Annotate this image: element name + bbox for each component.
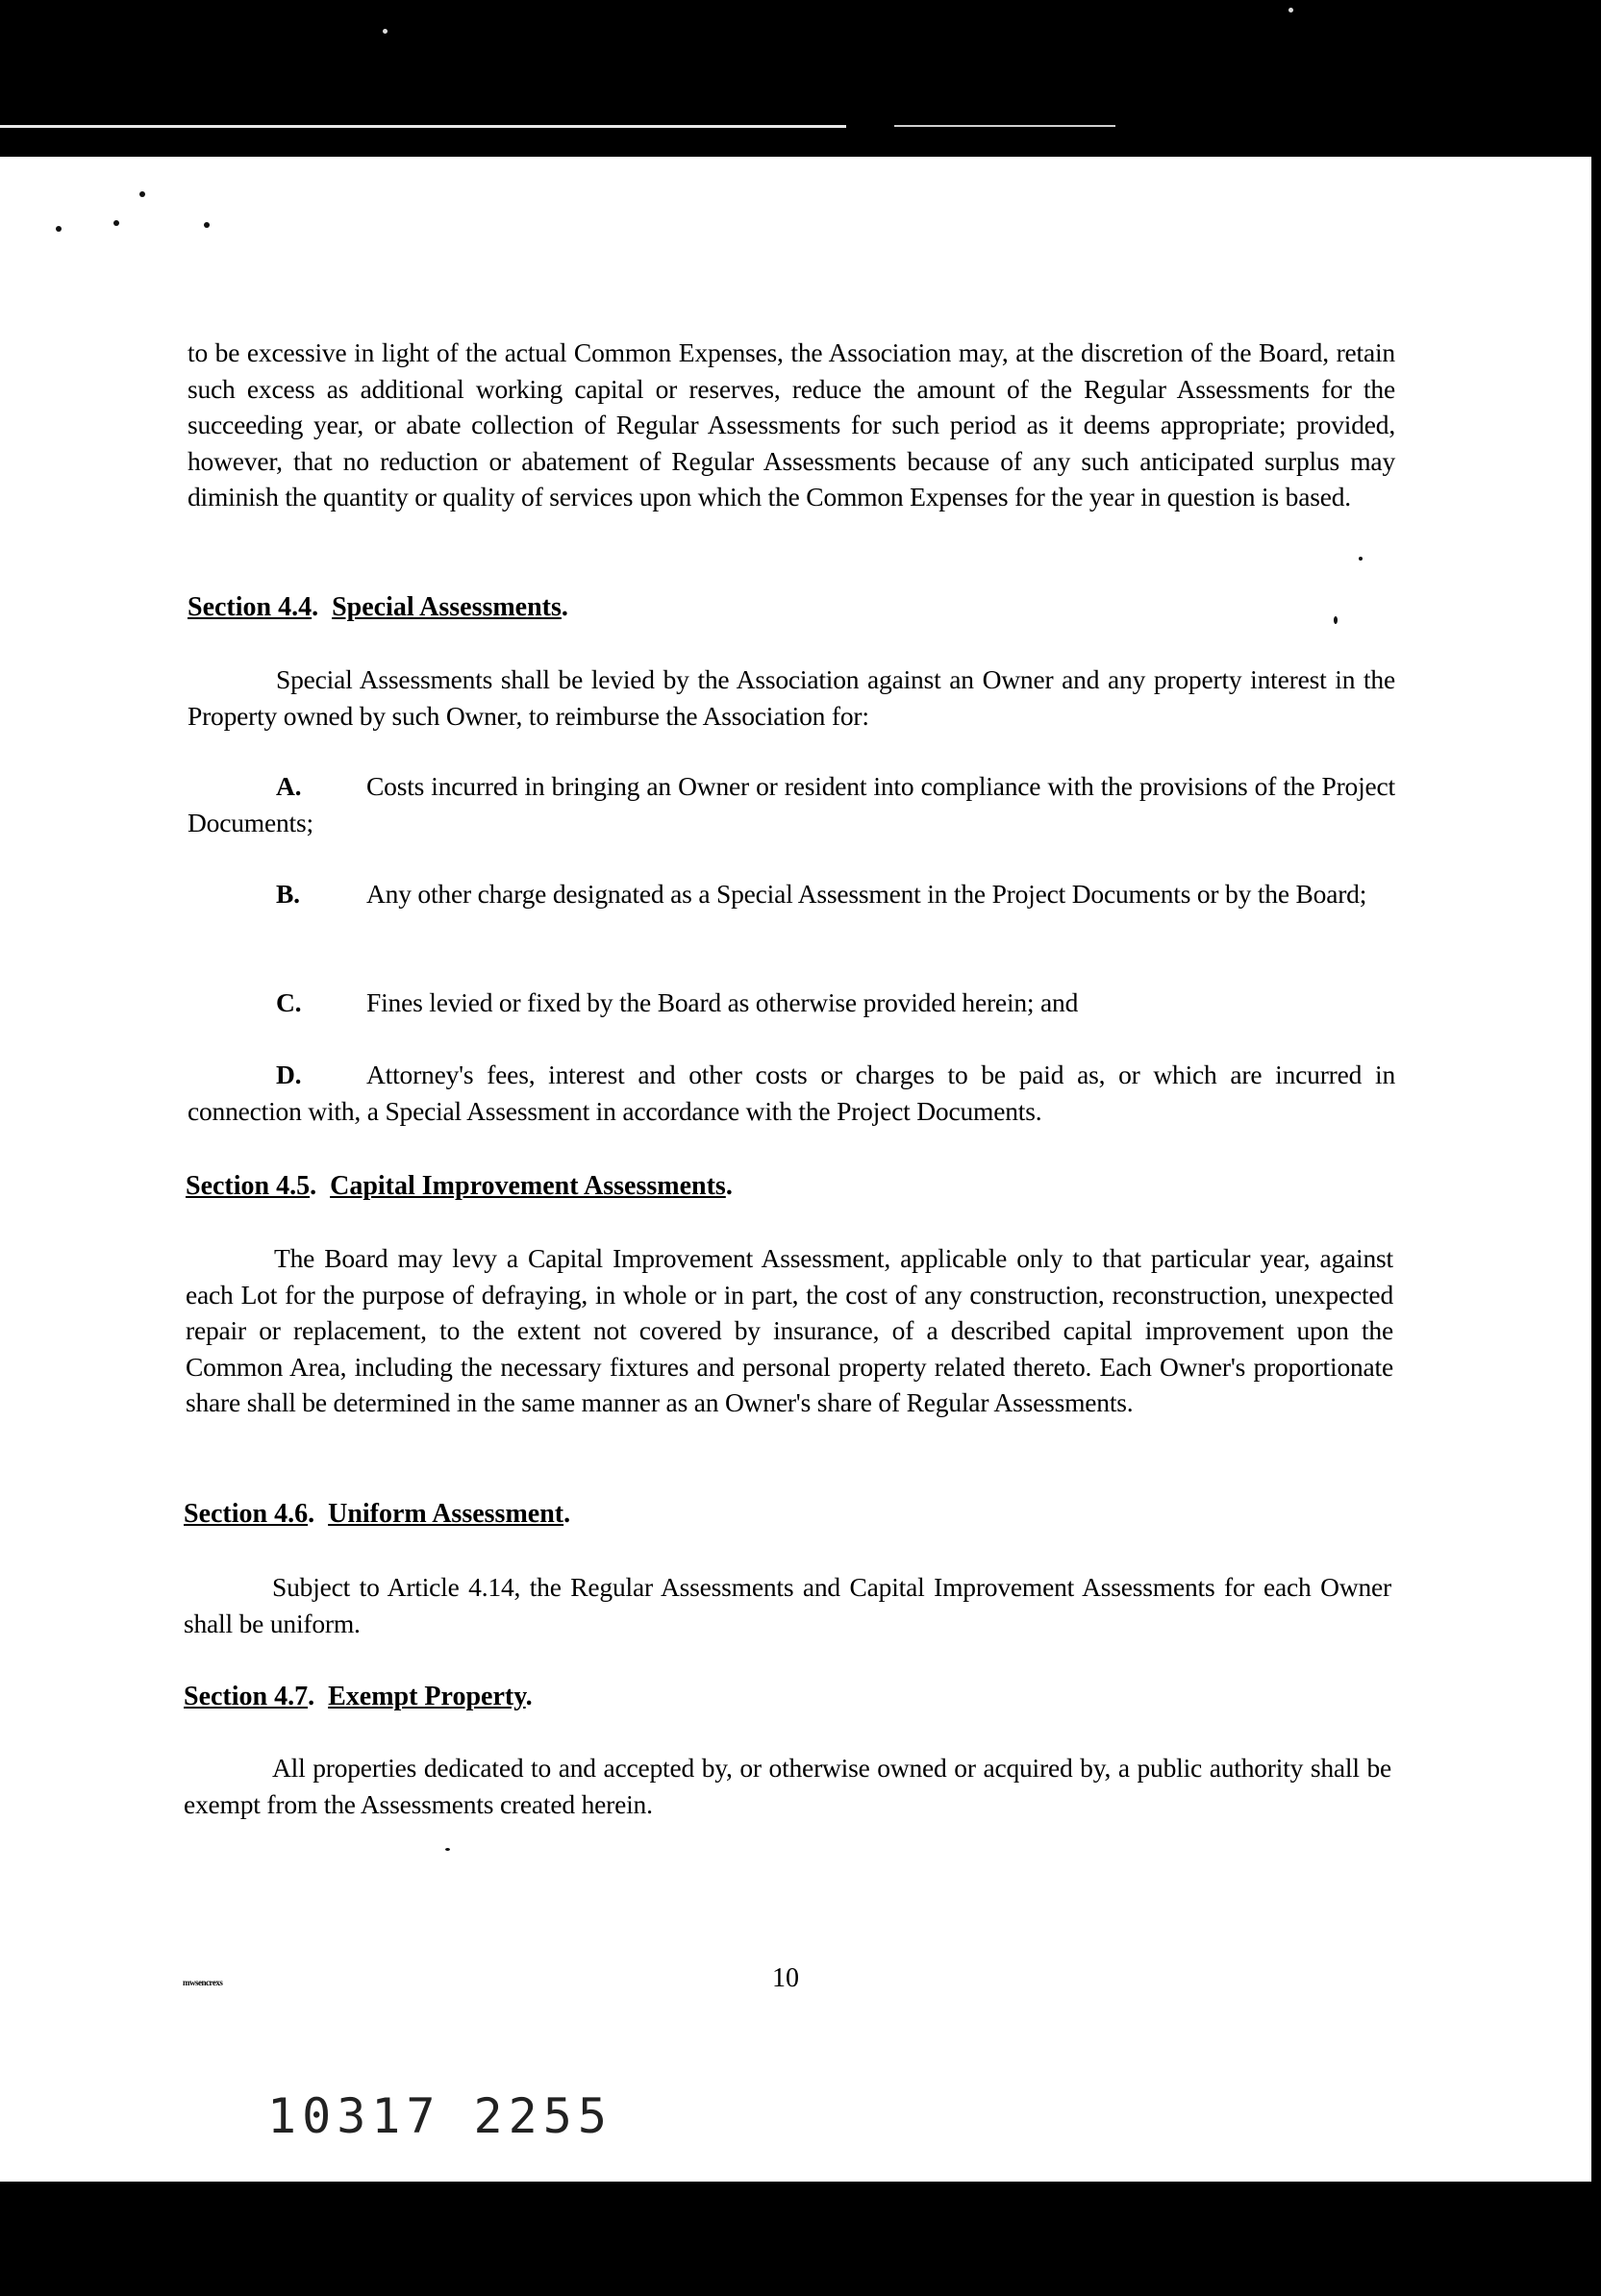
item-text: Any other charge designated as a Special Assessment in the Project Documents or by the Board; xyxy=(366,879,1367,909)
section-title: Capital Improvement Assessments xyxy=(330,1171,726,1201)
section-4-7-body xyxy=(184,1750,1391,1822)
scan-speck xyxy=(1288,8,1293,12)
item-text: Attorney's fees, interest and other costs or charges to be paid as, or which are incurred in connection with, a Special Assessment in accordance with the Project Documents. xyxy=(188,1060,1395,1126)
scan-speck xyxy=(204,222,210,228)
scan-edge-line-2 xyxy=(894,125,1115,127)
item-letter: A. xyxy=(276,771,302,801)
section-4-4-heading: Section 4.4. Special Assessments. xyxy=(188,592,568,622)
item-letter: D. xyxy=(276,1060,302,1089)
section-title: Exempt Property xyxy=(328,1682,526,1711)
list-item-c xyxy=(188,985,1395,1021)
scan-speck xyxy=(1359,557,1363,561)
stamp-book: 10317 xyxy=(267,2088,441,2144)
section-number: Section 4.4 xyxy=(188,592,313,622)
section-number: Section 4.6 xyxy=(184,1499,309,1529)
stamp-page: 2255 xyxy=(473,2088,613,2144)
recording-stamp xyxy=(267,2088,613,2144)
item-text: Fines levied or fixed by the Board as otherwise provided herein; and xyxy=(366,987,1079,1017)
section-4-6-heading: Section 4.6. Uniform Assessment. xyxy=(184,1499,571,1529)
section-4-6-body xyxy=(184,1569,1391,1641)
section-title: Special Assessments xyxy=(332,592,562,622)
scan-edge-line xyxy=(0,125,846,128)
section-4-5-body xyxy=(186,1240,1393,1421)
continuation-paragraph xyxy=(188,335,1395,515)
list-item-a xyxy=(188,768,1395,840)
item-letter: B. xyxy=(276,879,300,909)
file-code: mwsencrexs xyxy=(183,1978,223,1987)
section-4-7-heading: Section 4.7. Exempt Property. xyxy=(184,1682,533,1711)
section-body-text: All properties dedicated to and accepted by, or otherwise owned or acquired by, a public authority shall be exempt from the Assessments created herein. xyxy=(184,1753,1391,1819)
page-number: 10 xyxy=(772,1963,799,1993)
section-4-4-intro xyxy=(188,661,1395,734)
scan-speck xyxy=(445,1848,450,1851)
section-4-5-heading: Section 4.5. Capital Improvement Assessments. xyxy=(186,1171,733,1201)
section-body-text: The Board may levy a Capital Improvement Assessment, applicable only to that particular year, against each Lot for the purpose of defraying, in whole or in part, the cost of any construction, reconstruction, unexpected repair or replacement, to the extent not covered by insurance, of a described capital improvement upon the Common Area, including the necessary fixtures and personal property related thereto. Each Owner's proportionate share shall be determined in the same manner as an Owner's share of Regular Assessments. xyxy=(186,1243,1393,1417)
scan-speck xyxy=(56,226,62,232)
section-number: Section 4.7 xyxy=(184,1682,309,1711)
continuation-text: to be excessive in light of the actual Common Expenses, the Association may, at the discretion of the Board, retain such excess as additional working capital or reserves, reduce the amount of the Regular Assessments for the succeeding year, or abate collection of Regular Assessments for such period as it deems appropriate; provided, however, that no reduction or abatement of Regular Assessments because of any such anticipated surplus may diminish the quantity or quality of services upon which the Common Expenses for the year in question is based. xyxy=(188,337,1395,512)
list-item-b xyxy=(188,876,1395,912)
list-item-d xyxy=(188,1057,1395,1129)
section-body-text: Subject to Article 4.14, the Regular Assessments and Capital Improvement Assessments for each Owner shall be uniform. xyxy=(184,1572,1391,1638)
scan-speck xyxy=(113,220,119,226)
section-intro-text: Special Assessments shall be levied by the Association against an Owner and any property interest in the Property owned by such Owner, to reimburse the Association for: xyxy=(188,664,1395,731)
scan-speck xyxy=(383,29,388,34)
scan-speck xyxy=(1334,616,1338,624)
section-number: Section 4.5 xyxy=(186,1171,311,1201)
item-letter: C. xyxy=(276,987,302,1017)
item-text: Costs incurred in bringing an Owner or resident into compliance with the provisions of the Project Documents; xyxy=(188,771,1395,837)
scan-speck xyxy=(139,191,145,197)
section-title: Uniform Assessment xyxy=(328,1499,564,1529)
